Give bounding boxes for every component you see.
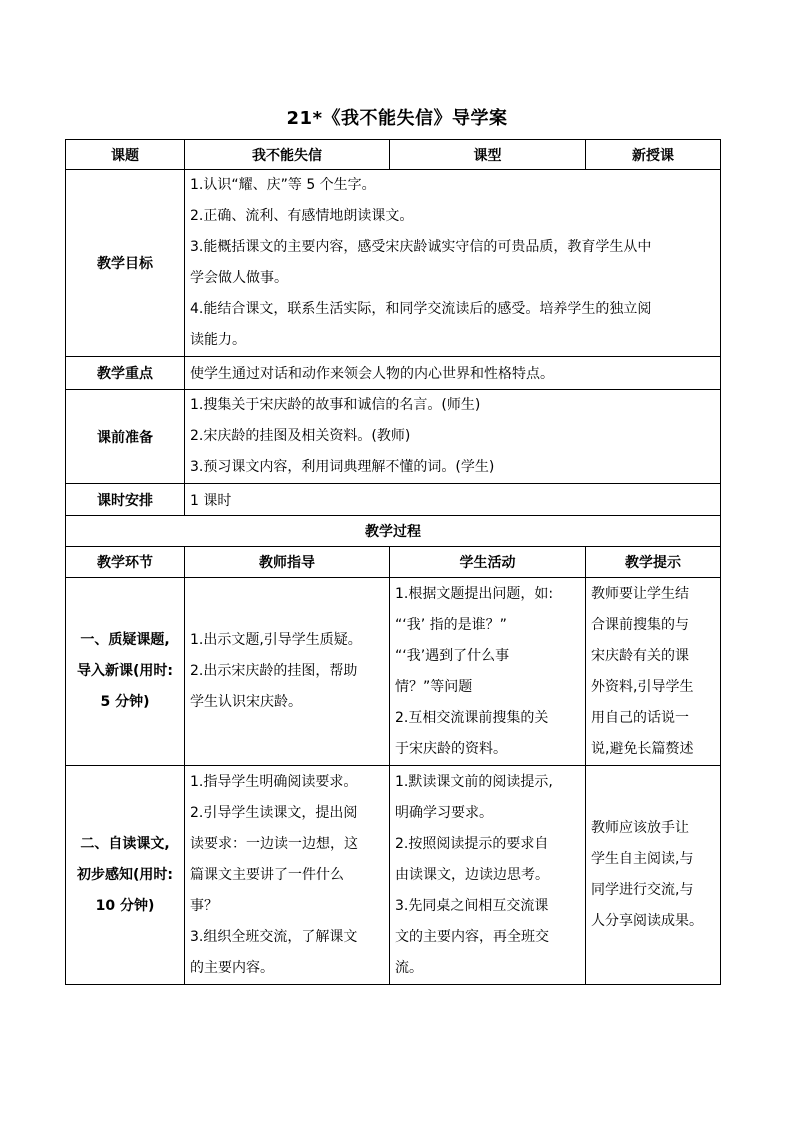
column-header-tips: 教学提示: [586, 547, 721, 578]
process-title-row: [66, 516, 721, 547]
student-line: 文的主要内容，再全班交: [395, 928, 549, 945]
goal-line: 1.认识“耀、庆”等 5 个生字。: [190, 177, 376, 193]
goal-line: 3.能概括课文的主要内容，感受宋庆龄诚实守信的可贵品质，教育学生从中: [190, 239, 652, 255]
stage-label-line: 5 分钟): [100, 694, 150, 710]
preparation-row: [66, 390, 721, 484]
stage-2-label: [66, 766, 185, 985]
tip-line: 教师要让学生结: [591, 585, 689, 602]
tip-line: 用自己的话说一: [591, 709, 689, 726]
teacher-line: 1.出示文题,引导学生质疑。: [190, 632, 362, 648]
column-header-teacher: 教师指导: [185, 547, 390, 578]
stage-label-line: 10 分钟): [95, 897, 155, 914]
topic-label: 课题: [66, 140, 185, 170]
stage-label-line: 初步感知(用时:: [77, 866, 173, 883]
student-line: 2.互相交流课前搜集的关: [395, 709, 549, 726]
stage-1-tips: [586, 578, 721, 766]
focus-label: 教学重点: [66, 357, 185, 390]
header-row: [66, 140, 721, 170]
document-title: 21*《我不能失信》导学案: [286, 108, 508, 129]
stage-1-student: [390, 578, 586, 766]
goal-line: 学会做人做事。: [190, 270, 288, 286]
preparation-content: [185, 390, 721, 484]
stage-label-line: 导入新课(用时:: [77, 663, 173, 679]
type-value: 新授课: [586, 140, 721, 170]
student-line: “‘我’ 指的是谁？”: [395, 616, 507, 633]
type-label: 课型: [390, 140, 586, 170]
stage-row-1: [66, 578, 721, 766]
teacher-line: 事？: [190, 897, 218, 914]
tip-line: 合课前搜集的与: [591, 616, 689, 633]
teacher-line: 3.组织全班交流，了解课文: [190, 928, 358, 945]
stage-1-teacher: [185, 578, 390, 766]
student-line: 于宋庆龄的资料。: [395, 740, 507, 757]
student-line: “‘我’遇到了什么事: [395, 647, 510, 664]
lesson-plan-table: [65, 139, 721, 985]
focus-text: 使学生通过对话和动作来领会人物的内心世界和性格特点。: [185, 357, 721, 390]
student-line: 情？”等问题: [395, 678, 473, 695]
student-line: 2.按照阅读提示的要求自: [395, 835, 549, 852]
teacher-line: 学生认识宋庆龄。: [190, 694, 302, 710]
column-header-student: 学生活动: [390, 547, 586, 578]
goals-label: 教学目标: [66, 170, 185, 357]
tip-line: 宋庆龄有关的课: [591, 647, 689, 664]
stage-1-label: [66, 578, 185, 766]
tip-line: 学生自主阅读,与: [591, 851, 694, 867]
tip-line: 同学进行交流,与: [591, 882, 694, 898]
stage-label-line: 一、质疑课题,: [80, 632, 170, 648]
goals-row: [66, 170, 721, 357]
tip-line: 外资料,引导学生: [591, 678, 694, 695]
teacher-line: 的主要内容。: [190, 959, 274, 976]
teacher-line: 2.出示宋庆龄的挂图，帮助: [190, 663, 358, 679]
process-header-row: [66, 547, 721, 578]
teacher-line: 篇课文主要讲了一件什么: [190, 866, 344, 883]
tip-line: 教师应该放手让: [591, 820, 689, 836]
student-line: 1.默读课文前的阅读提示,: [395, 773, 553, 790]
teacher-line: 读要求：一边读一边想，这: [190, 835, 358, 852]
focus-row: [66, 357, 721, 390]
tip-line: 说,避免长篇赘述: [591, 740, 694, 757]
preparation-line: 1.搜集关于宋庆龄的故事和诚信的名言。(师生): [190, 397, 481, 413]
preparation-line: 3.预习课文内容，利用词典理解不懂的词。(学生): [190, 459, 495, 475]
stage-2-teacher: [185, 766, 390, 985]
goal-line: 读能力。: [190, 332, 246, 348]
topic-value: 我不能失信: [185, 140, 390, 170]
stage-2-tips: [586, 766, 721, 985]
goals-content: [185, 170, 721, 357]
stage-row-2: [66, 766, 721, 985]
student-line: 1.根据文题提出问题，如:: [395, 585, 554, 602]
student-line: 由读课文，边读边思考。: [395, 866, 549, 883]
student-line: 明确学习要求。: [395, 804, 493, 821]
schedule-text: 1 课时: [185, 484, 721, 516]
preparation-line: 2.宋庆龄的挂图及相关资料。(教师): [190, 428, 411, 444]
schedule-row: [66, 484, 721, 516]
stage-label-line: 二、自读课文,: [80, 835, 170, 852]
goal-line: 2.正确、流利、有感情地朗读课文。: [190, 208, 414, 224]
tip-line: 人分享阅读成果。: [591, 913, 703, 929]
preparation-label: 课前准备: [66, 390, 185, 484]
stage-2-student: [390, 766, 586, 985]
student-line: 3.先同桌之间相互交流课: [395, 897, 549, 914]
teacher-line: 1.指导学生明确阅读要求。: [190, 773, 358, 790]
process-title: 教学过程: [66, 516, 721, 547]
column-header-stage: 教学环节: [66, 547, 185, 578]
student-line: 流。: [395, 959, 423, 976]
goal-line: 4.能结合课文，联系生活实际，和同学交流读后的感受。培养学生的独立阅: [190, 301, 652, 317]
schedule-label: 课时安排: [66, 484, 185, 516]
teacher-line: 2.引导学生读课文，提出阅: [190, 804, 358, 821]
